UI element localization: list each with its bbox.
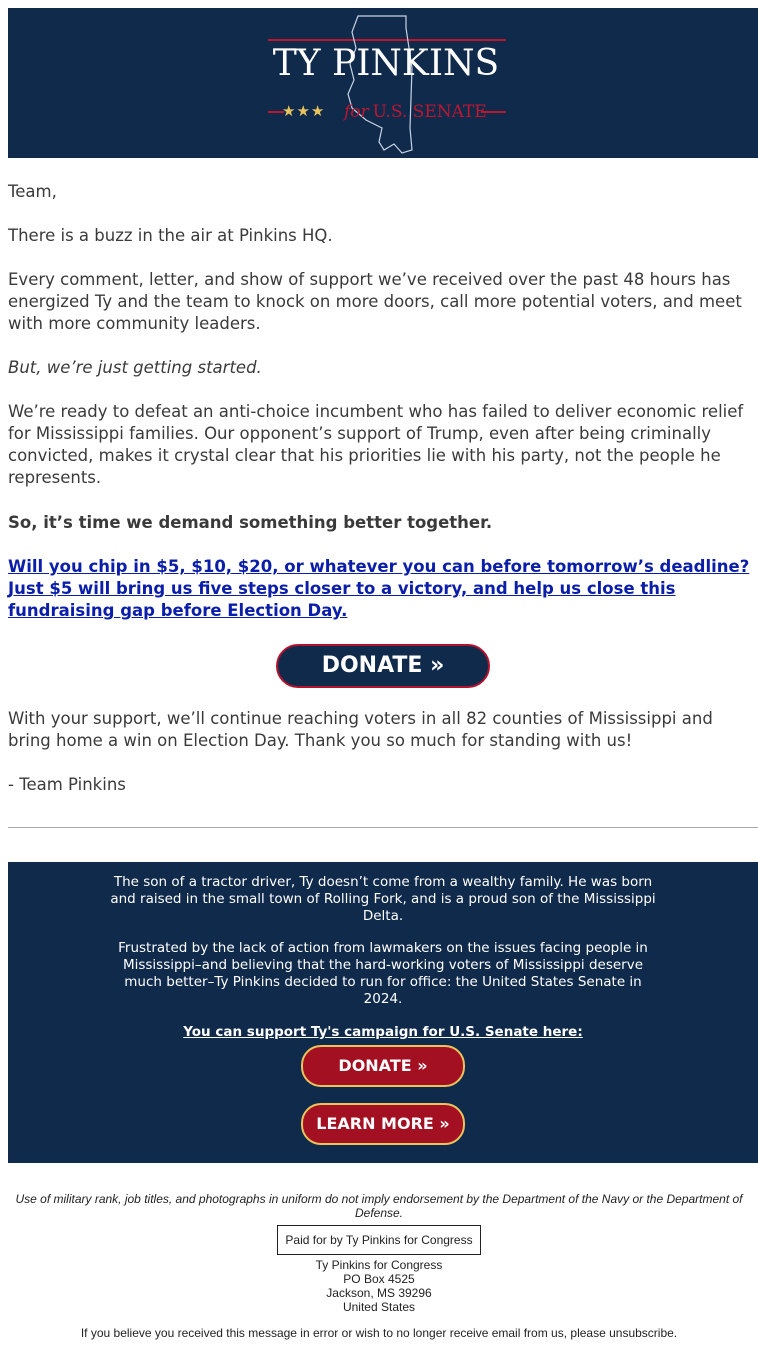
donation-ask-link[interactable]: Will you chip in $5, $10, $20, or whatever you can before tomorrow’s deadline? Just $5 will bring us five steps closer to a victory, and help us close this fundraising gap before Election Day. [8, 557, 750, 620]
paid-for-box: Paid for by Ty Pinkins for Congress [277, 1225, 481, 1255]
logo-stars-icon: ★★★ [282, 102, 326, 120]
unsubscribe-notice[interactable]: If you believe you received this message in error or wish to no longer receive email from us, please unsubscribe. [80, 1326, 678, 1340]
donate-button[interactable]: DONATE » [276, 644, 490, 688]
address-name: Ty Pinkins for Congress [315, 1258, 443, 1272]
support-cta-link[interactable]: You can support Ty's campaign for U.S. Senate here: [183, 1024, 583, 1040]
paragraph-4: We’re ready to defeat an anti-choice incumbent who has failed to deliver economic relief for Mississippi families. Our opponent’s support of Trump, even after being criminally convicted, makes it crystal clear that his priorities lie with his party, not the people he represents. [8, 402, 744, 487]
learn-more-button[interactable]: LEARN MORE » [301, 1103, 465, 1145]
campaign-logo[interactable] [266, 8, 506, 158]
header-banner [8, 8, 758, 158]
bio-paragraph-1: The son of a tractor driver, Ty doesn’t come from a wealthy family. He was born and raised in the small town of Rolling Fork, and is a proud son of the Mississippi Delta. [110, 874, 656, 924]
footer-donate-button[interactable]: DONATE » [301, 1045, 465, 1087]
paragraph-5: So, it’s time we demand something better together. [8, 513, 493, 532]
signoff: - Team Pinkins [8, 775, 126, 794]
donation-ask [8, 556, 750, 622]
paragraph-3: But, we’re just getting started. [8, 358, 262, 377]
logo-name: TY PINKINS [272, 43, 500, 84]
address-line-2: Jackson, MS 39296 [326, 1286, 432, 1300]
logo-for: for [344, 102, 369, 122]
address-line-1: PO Box 4525 [343, 1272, 415, 1286]
paragraph-1: There is a buzz in the air at Pinkins HQ. [8, 226, 333, 245]
greeting: Team, [8, 182, 57, 201]
logo-office [344, 102, 487, 122]
logo-office-text: U.S. SENATE [372, 102, 487, 122]
military-disclaimer: Use of military rank, job titles, and photographs in uniform do not imply endorsement by the Department of the Navy or the Department of Defense. [15, 1192, 743, 1220]
address-country: United States [342, 1300, 416, 1314]
bio-paragraph-2: Frustrated by the lack of action from lawmakers on the issues facing people in Mississippi–and believing that the hard-working voters of Mississippi deserve much better–Ty Pinkins decided to run for office: the United States Senate in 2024. [118, 940, 648, 1007]
footer-panel [8, 862, 758, 1163]
paragraph-6: With your support, we’ll continue reaching voters in all 82 counties of Mississippi and bring home a win on Election Day. Thank you so much for standing with us! [8, 709, 713, 750]
paragraph-2: Every comment, letter, and show of support we’ve received over the past 48 hours has energized Ty and the team to knock on more doors, call more potential voters, and meet with more community leaders. [8, 270, 742, 333]
divider [8, 827, 758, 828]
